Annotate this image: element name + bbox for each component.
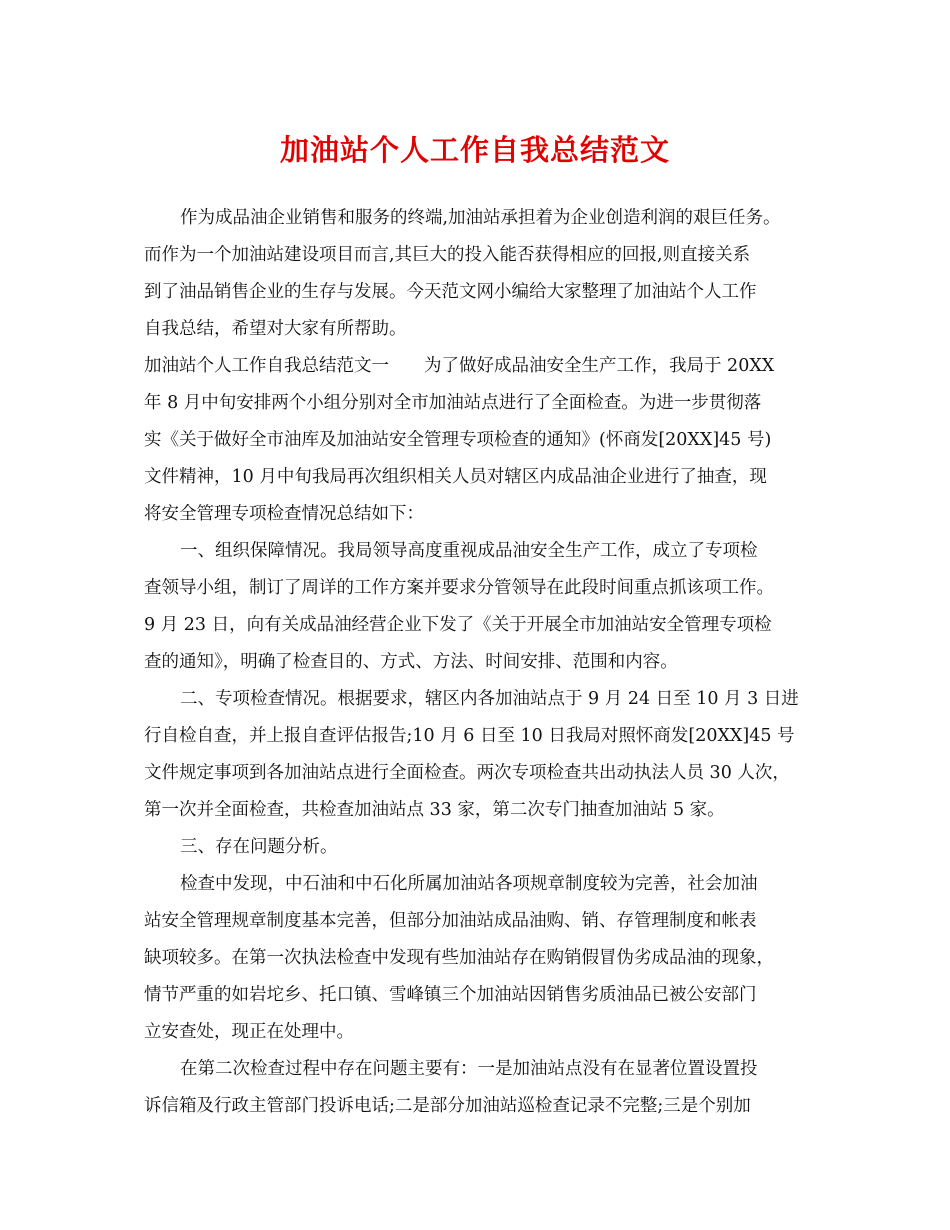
body-line: 在第二次检查过程中存在问题主要有：一是加油站点没有在显著位置设置投 <box>180 1059 758 1079</box>
body-line: 二、专项检查情况。根据要求，辖区内各加油站点于 9 月 24 日至 10 月 3 日进 <box>180 689 799 709</box>
body-line: 查领导小组，制订了周详的工作方案并要求分管领导在此段时间重点抓该项工作。 <box>144 578 774 598</box>
body-line: 作为成品油企业销售和服务的终端,加油站承担着为企业创造利润的艰巨任务。 <box>180 208 781 228</box>
body-line: 实《关于做好全市油库及加油站安全管理专项检查的通知》(怀商发[20XX]45 号) <box>144 430 772 450</box>
body-line: 9 月 23 日，向有关成品油经营企业下发了《关于开展全市加油站安全管理专项检 <box>144 615 772 635</box>
body-line: 诉信箱及行政主管部门投诉电话;二是部分加油站巡检查记录不完整;三是个别加 <box>144 1096 751 1116</box>
body-line: 一、组织保障情况。我局领导高度重视成品油安全生产工作，成立了专项检 <box>180 541 758 561</box>
body-line: 自我总结，希望对大家有所帮助。 <box>144 319 407 339</box>
body-line: 而作为一个加油站建设项目而言,其巨大的投入能否获得相应的回报,则直接关系 <box>144 245 751 265</box>
document-title: 加油站个人工作自我总结范文 <box>279 133 670 167</box>
body-line: 第一次并全面检查，共检查加油站点 33 家，第二次专门抽查加油站 5 家。 <box>144 800 725 820</box>
body-line: 检查中发现，中石油和中石化所属加油站各项规章制度较为完善，社会加油 <box>180 874 758 894</box>
body-line: 文件精神，10 月中旬我局再次组织相关人员对辖区内成品油企业进行了抽查，现 <box>144 467 767 487</box>
body-line: 立安查处，现正在处理中。 <box>144 1022 354 1042</box>
body-line: 年 8 月中旬安排两个小组分别对全市加油站点进行了全面检查。为进一步贯彻落 <box>144 393 762 413</box>
body-line: 行自检自查，并上报自查评估报告;10 月 6 日至 10 日我局对照怀商发[20XX]45 号 <box>144 726 795 746</box>
body-line: 情节严重的如岩坨乡、托口镇、雪峰镇三个加油站因销售劣质油品已被公安部门 <box>144 985 757 1005</box>
body-line: 文件规定事项到各加油站点进行全面检查。两次专项检查共出动执法人员 30 人次， <box>144 763 790 783</box>
body-line: 缺项较多。在第一次执法检查中发现有些加油站存在购销假冒伪劣成品油的现象， <box>144 948 774 968</box>
body-line: 加油站个人工作自我总结范文一 为了做好成品油安全生产工作，我局于 20XX <box>144 356 775 376</box>
body-line: 查的通知》，明确了检查目的、方式、方法、时间安排、范围和内容。 <box>144 652 678 672</box>
section-heading: 三、存在问题分析。 <box>180 837 338 857</box>
body-line: 将安全管理专项检查情况总结如下： <box>144 504 424 524</box>
body-line: 站安全管理规章制度基本完善，但部分加油站成品油购、销、存管理制度和帐表 <box>144 911 757 931</box>
body-line: 到了油品销售企业的生存与发展。今天范文网小编给大家整理了加油站个人工作 <box>144 282 757 302</box>
